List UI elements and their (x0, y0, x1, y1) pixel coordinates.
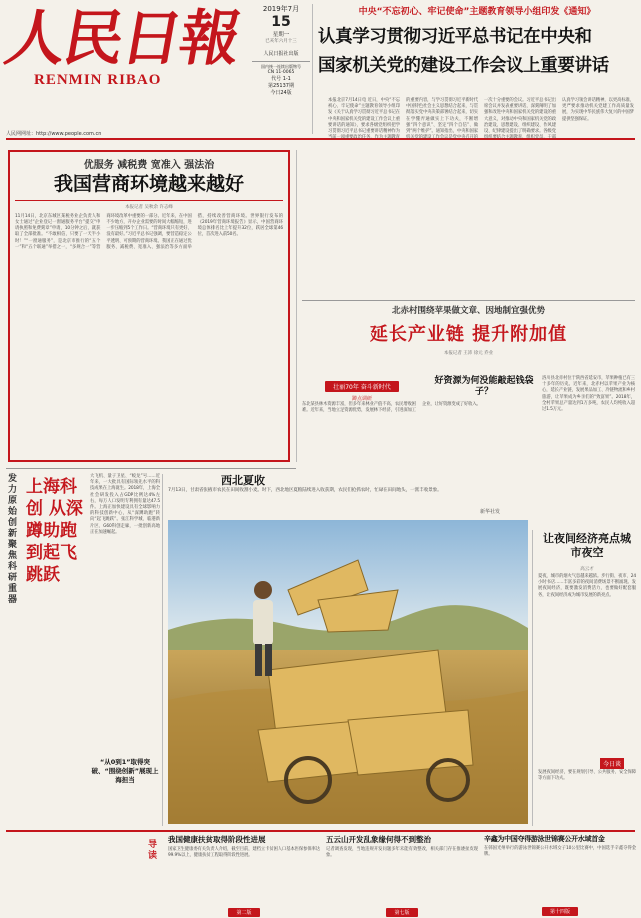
night-economy-byline: 高云才 (580, 567, 594, 572)
harvest-photo-credit: 新华社发 (480, 509, 501, 515)
top-story-body: 本报北京7月14日电 近日，中央“不忘初心、牢记使命”主题教育领导小组印发《关于认真学习贯彻习近平总书记在中央和国家机关党的建设工作会议上重要讲话的通知》，要求各级党组织把学习贯彻习近平总书记重要讲话精神作为当前一项重要政治任务，作为主题教育的重要内容，与学习贯彻习近平新时代中国特色社会主义思想结合起来，与贯彻落实党中央决策部署结合起来，切实在学懂弄通做实上下功夫，不断增强“四个意识”、坚定“四个自信”、做到“两个维护”。通知指出，中央和国家机关党的建设工作会议是党中央召开的一次十分重要的会议。习近平总书记出席会议并发表重要讲话，深刻阐明了加强和改进中央和国家机关党的建设的重大意义，对推动中央和国家机关党的政治建设、思想建设、组织建设、作风建设、纪律建设提出了明确要求。各级党组织要结合主题教育，组织党员、干部认真学习领会讲话精神，以更高标准、更严要求推动机关党建工作高质量发展，为实现中华民族伟大复兴的中国梦提供坚强保证。 (328, 98, 634, 141)
bottom-guide (168, 834, 636, 918)
night-economy-sidebar-tag: 今日谈 (600, 758, 624, 769)
guide-item-body: 国家卫生健康委有关负责人介绍，截至目前，建档立卡贫困人口基本医保参保率达99.9%以上，健康扶贫工程取得阶段性进展。 (168, 847, 320, 859)
night-economy-title: 让夜间经济亮点城市夜空 (543, 532, 631, 559)
guide-item-body: 记者调查发现，当地违规开发问题多年未能有效整改，相关部门存在推诿扯皮现象。 (326, 847, 478, 859)
guide-item-page: 第七版 (386, 908, 417, 917)
innovation-box-title: “从0到1”取得突破、“围绕创新”展现上海担当 (91, 758, 159, 784)
issue-code: 代号 1-1 (271, 76, 291, 82)
lead-story-kicker: 优服务 减税费 宽准入 强法治 (83, 160, 215, 171)
bottom-guide-label: 导读 (148, 840, 158, 861)
apple-story-kicker: 北赤村围绕苹果做文章、因地制宜强优势 (391, 306, 545, 316)
harvest-caption: 7月13日，甘肃省张掖市农民在田间收割小麦。时下，西北地区夏粮陆续进入收获期，农民们抢抓农时，忙碌在田间地头，一派丰收景象。 (168, 488, 442, 493)
guide-item-page: 第二版 (228, 908, 259, 917)
harvest-photo-image (168, 520, 528, 824)
top-story-title-1: 认真学习贯彻习近平总书记在中央和 (318, 27, 592, 47)
innovation-title: 上海科创 从深蹲助跑到起飞跳跃 (26, 477, 83, 585)
guide-item-title: 辛鑫为中国夺得游泳世锦赛公开水域首金 (484, 835, 605, 843)
weekday: 星期一 (272, 32, 290, 38)
pages: 今日24版 (270, 90, 292, 96)
date-year-month: 2019年7月 (262, 5, 300, 13)
apple-story (302, 304, 635, 356)
night-economy-sidebar-body: 发展夜间经济，要在规划引导、公共服务、安全保障等方面下功夫。 (538, 770, 636, 782)
apple-story-title: 延长产业链 提升附加值 (369, 324, 568, 345)
seventy-years-title: 好资源为何没能敲起钱袋子？ (434, 376, 534, 397)
guide-item-2[interactable] (484, 834, 636, 918)
harvest-title: 西北夏收 (221, 474, 265, 487)
seventy-years-body: 东北某县林木资源丰富，但多年来林业产值不高，农民增收困难。近年来，当地立足资源优势，发展林下经济，引进深加工企业，让好资源变成了好收入。 (302, 402, 481, 414)
website: 人民网网址：http://www.people.com.cn (6, 131, 102, 137)
lead-story-title: 我国营商环境越来越好 (15, 174, 283, 201)
lead-story-byline: 本报记者 吴秋余 许志峰 (125, 204, 173, 210)
innovation-side-title: 发力原始创新 聚焦科研重器 (8, 474, 18, 605)
harvest-photo (168, 520, 528, 824)
top-story (318, 4, 636, 77)
apple-story-body: 洛川县北赤村位于陕西省延安市，苹果种植已有三十多年的历史。近年来，北赤村以苹果产业为核心，延长产业链，发展果品加工、冷链物流和乡村旅游，让苹果成为乡亲们的“致富果”。2018年，全村苹果总产量达到1万多吨，农民人均纯收入超过1.5万元。 (542, 376, 635, 413)
cn-code: CN 11-0065 (267, 70, 295, 75)
guide-item-title: 五云山开发乱象缘何得不到整治 (326, 835, 431, 844)
guide-item-page: 第十四版 (542, 907, 578, 916)
seventy-years-box (302, 374, 422, 402)
night-economy-body: 夏夜，城市的烟火气息越来越浓。步行街、夜市、24小时书店……丰富多彩的夜间消费场景不断涌现。发展夜间经济，既要激发消费活力，也要做好配套服务，让夜间经济成为城市发展的新亮点。 (538, 574, 636, 598)
seventy-years-sub: 蹲点调研 (351, 396, 372, 402)
lead-story (8, 150, 290, 462)
date-day: 15 (271, 14, 291, 30)
seventy-years-banner: 壮丽70年 奋斗新时代 (325, 381, 399, 392)
cn-number: 国内统一连续出版物号 (252, 61, 310, 70)
innovation-body: 大飞机、量子卫星、“蛟龙”号……近年来，一大批具有国际领先水平的科技成果在上海诞生。2018年，上海全社会研发投入占GDP比例达4%左右，每万人口发明专利拥有量达47.5件。上海正加快建设具有全球影响力的科技创新中心，从“深蹲助跑”转向“起飞跳跃”。张江科学城、临港新片区、G60科创走廊，一批创新高地正在加速崛起。 (90, 474, 160, 535)
lead-story-body: 11月14日，北京东城区某税务业企负责人和女士通过“企业登记一窗通服务平台”提交“申请执照和免费刻章”申请，10分钟之后，就获取了全部批准。“不敢相信，只要了一天半小时！”“一窗通服务”，是北京市推行的“五个一”和“五个联通”举措之一，“多规合一”等营商环境改革中重要的一部分。近年来，在中国不少地方，开办企业需要的时间大幅缩短，进一步压缩到5个工作日。“营商环境只有更好、没有最好。”习近平总书记强调，要营造稳定公平透明、可预期的营商环境。我国正在通过优服务、减税费、宽准入、强法治等多方面举措，持续改善营商环境。世界银行发布的《2019年营商环境报告》显示，中国营商环境总体排名比上年提升32位，跃居全球第46位，首次进入前50名。 (15, 213, 283, 250)
date-block (252, 4, 310, 96)
logo-romanized: RENMIN RIBAO (34, 72, 162, 88)
lunar-date: 已亥年六月十三 (265, 39, 297, 44)
logo-text: 人民日報 (0, 4, 245, 74)
top-story-title-2: 国家机关党的建设工作会议上重要讲话 (318, 56, 609, 76)
issue-number: 第25137期 (268, 83, 294, 89)
publisher: 人民日报社出版 (263, 51, 299, 57)
guide-item-0[interactable] (168, 834, 320, 918)
guide-item-body: 在韩国光州举行的游泳世锦赛公开水域女子10公里比赛中，中国选手辛鑫夺得金牌。 (484, 846, 636, 858)
masthead-logo (0, 4, 246, 92)
top-story-kicker: 中央“不忘初心、牢记使命”主题教育领导小组印发《通知》 (358, 7, 596, 17)
apple-story-byline: 本报记者 王沛 徐元 乔业 (443, 351, 494, 356)
guide-item-1[interactable] (326, 834, 478, 918)
guide-item-title: 我国健康扶贫取得阶段性进展 (168, 835, 266, 844)
